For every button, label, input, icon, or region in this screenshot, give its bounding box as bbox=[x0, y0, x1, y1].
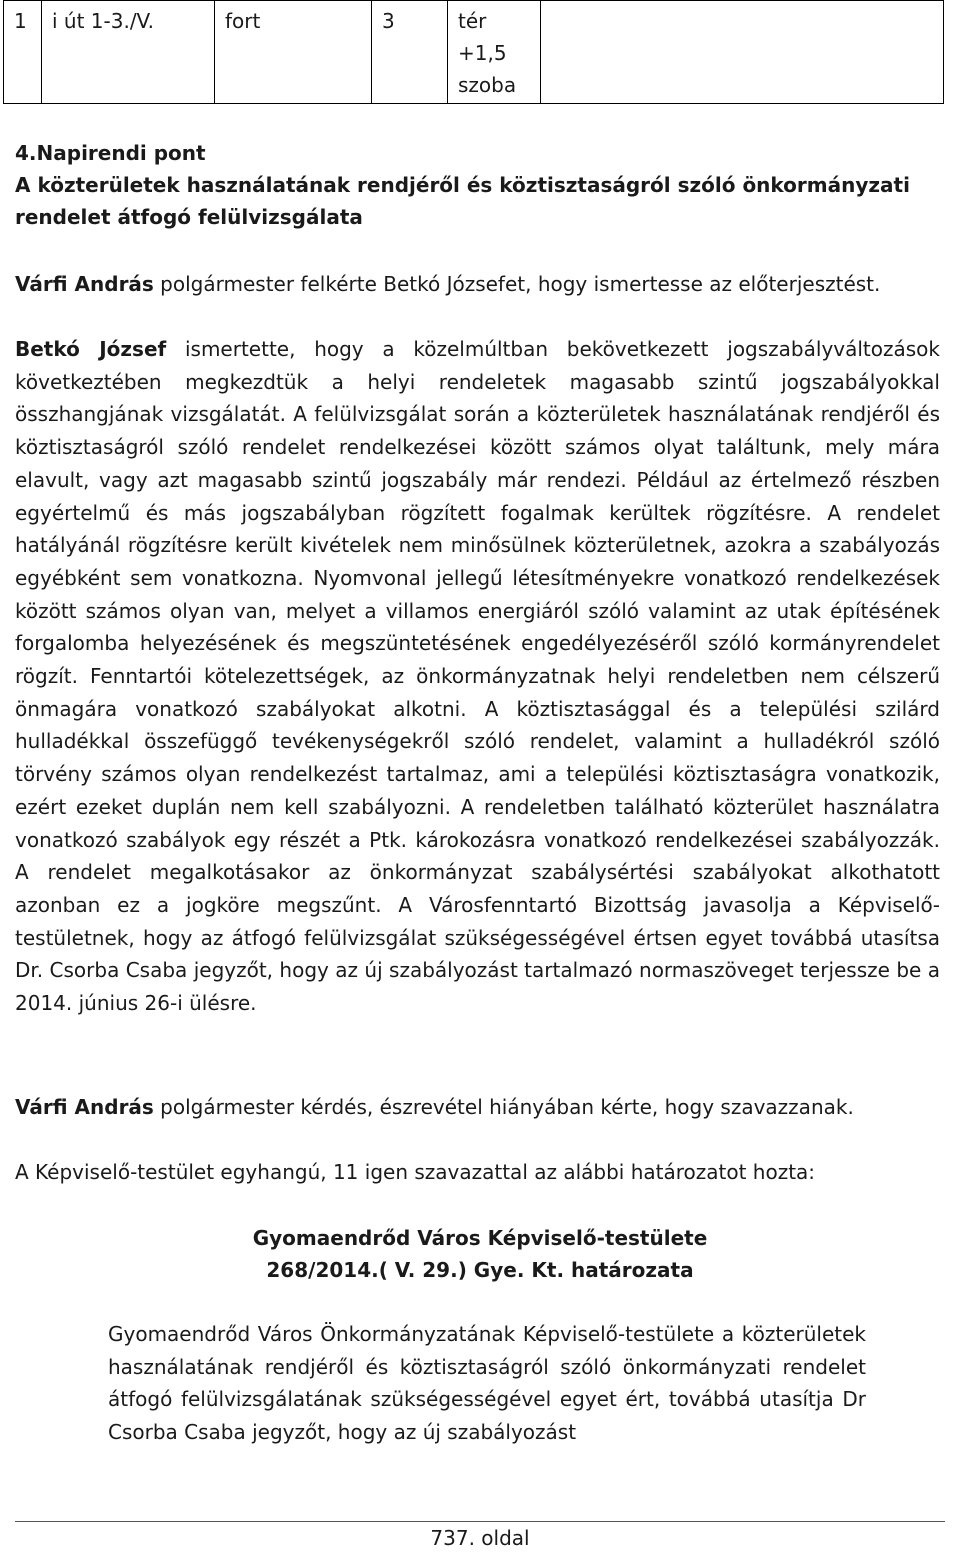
property-table bbox=[3, 0, 944, 104]
vote-request-paragraph bbox=[15, 1091, 940, 1124]
request-paragraph bbox=[15, 268, 940, 301]
page-number: 737. oldal bbox=[430, 1526, 530, 1550]
resolution-number: 268/2014.( V. 29.) Gye. Kt. határozata bbox=[266, 1258, 694, 1282]
request-text: polgármester felkérte Betkó Józsefet, hogy ismertesse az előterjesztést. bbox=[153, 272, 881, 296]
table-cell-index: 1 bbox=[4, 1, 42, 104]
table-cell-address: i út 1-3./V. bbox=[42, 1, 215, 104]
table-row bbox=[4, 1, 944, 104]
resolution-heading bbox=[0, 1222, 960, 1286]
table-cell-count: 3 bbox=[372, 1, 448, 104]
table-cell-empty bbox=[541, 1, 944, 104]
report-text: ismertette, hogy a közelmúltban bekövetkezett jogszabályváltozások következtében megkezdtük a helyi rendeletek magasabb szintű jogszabályokkal összhangjának vizsgálatát. A felülvizsgálat során a közterületek használatának rendjéről és köztisztaságról szóló rendelet rendelkezései között számos olyat találtunk, mely mára elavult, vagy azt magasabb szintű jogszabály már rendezi. Például az értelmező részben egyértelmű és más jogszabályban rögzített fogalmak kerültek rögzítésre. A rendelet hatályánál rögzítésre került kivételek nem minősülnek közterületnek, azokra a szabályozás egyébként sem vonatkozna. Nyomvonal jellegű létesítményekre vonatkozó rendelkezések között számos olyan van, melyet a villamos energiáról szóló valamint az utak építésének forgalomba helyezésének és megszüntetésének engedélyezéséről szóló kormányrendelet rögzít. Fenntartói kötelezettségek, az önkormányzatnak helyi rendeletben nem célszerű önmagára vonatkozó szabályokat alkotni. A köztisztasággal és a települési szilárd hulladékkal összefüggő tevékenységekről szóló rendelet, valamint a hulladékról szóló törvény számos olyan rendelkezést tartalmaz, ami a települési köztisztaságra vonatkozik, ezért ezeket duplán nem kell szabályozni. A rendeletben található közterület használatra vonatkozó szabályok egy részét a Ptk. károkozásra vonatkozó rendelkezései szabályozzák. A rendelet megalkotásakor az önkormányzat szabálysértési szabályokat alkothatott azonban ez a jogköre megszűnt. A Városfenntartó Bizottság javasolja a Képviselő-testületnek, hogy az átfogó felülvizsgálat szükségességével értsen egyet továbbá utasítsa Dr. Csorba Csaba jegyzőt, hogy az új szabályozást tartalmazó normaszöveget terjessze be a 2014. június 26-i ülésre. bbox=[15, 337, 940, 1016]
agenda-heading bbox=[15, 137, 940, 233]
agenda-number: 4.Napirendi pont bbox=[15, 141, 206, 165]
resolution-text: Gyomaendrőd Város Önkormányzatának Képviselő-testülete a közterületek használatának rendjéről és köztisztaságról szóló önkormányzati rendelet átfogó felülvizsgálatának szükségességével egyet ért, továbbá utasítja Dr Csorba Csaba jegyzőt, hogy az új szabályozást bbox=[108, 1322, 866, 1445]
speaker-name: Betkó József bbox=[15, 337, 167, 361]
vote-request-text: polgármester kérdés, észrevétel hiányában kérte, hogy szavazzanak. bbox=[153, 1095, 854, 1119]
agenda-title: A közterületek használatának rendjéről és köztisztaságról szóló önkormányzati rendelet átfogó felülvizsgálata bbox=[15, 173, 910, 229]
table-cell-rooms: tér +1,5 szoba bbox=[448, 1, 541, 104]
resolution-body: Gyomaendrőd Város Képviselő-testülete bbox=[252, 1226, 708, 1250]
report-paragraph bbox=[15, 333, 940, 1020]
speaker-name: Várfi András bbox=[15, 272, 154, 296]
table-cell-level: fort bbox=[215, 1, 372, 104]
vote-result-paragraph: A Képviselő-testület egyhangú, 11 igen szavazattal az alábbi határozatot hozta: bbox=[15, 1160, 816, 1184]
speaker-name: Várfi András bbox=[15, 1095, 154, 1119]
